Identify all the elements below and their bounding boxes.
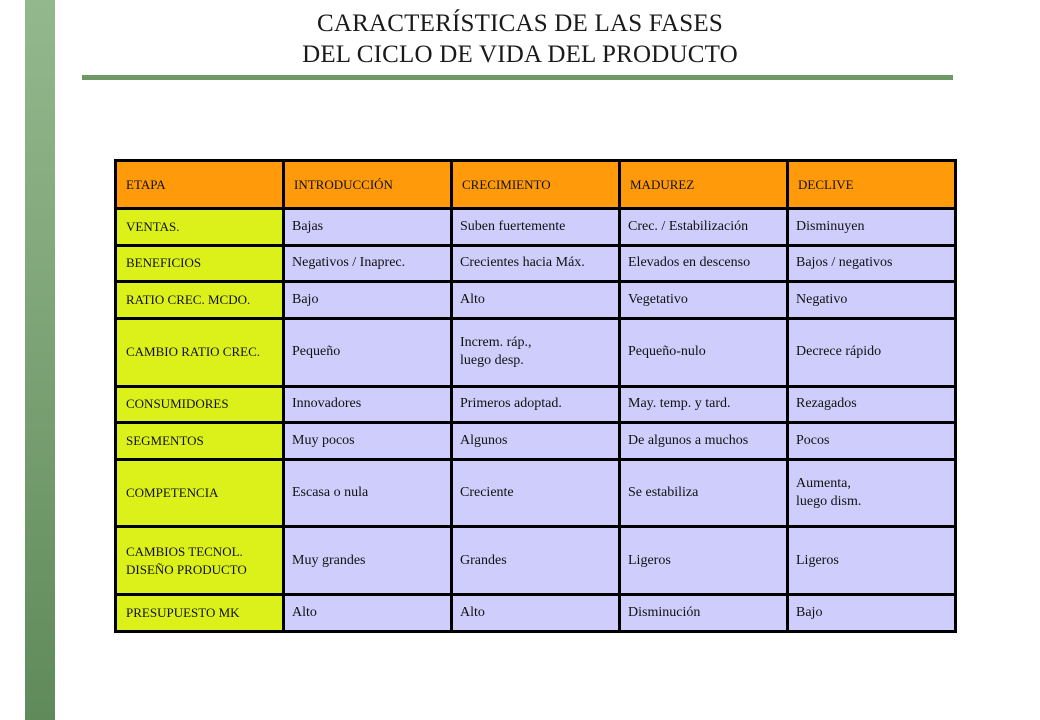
table-cell: Vegetativo xyxy=(620,282,788,319)
title-underline xyxy=(82,75,953,80)
header-cell: CRECIMIENTO xyxy=(452,161,620,209)
table-cell: Creciente xyxy=(452,459,620,527)
header-row xyxy=(116,161,956,209)
table-row xyxy=(116,245,956,282)
table-cell: Ligeros xyxy=(620,527,788,595)
table-cell: Elevados en descenso xyxy=(620,245,788,282)
table-cell: Pequeño-nulo xyxy=(620,318,788,386)
table-row xyxy=(116,318,956,386)
decorative-side-bar xyxy=(25,0,55,720)
title-line-1: CARACTERÍSTICAS DE LAS FASES xyxy=(317,10,723,37)
row-label: VENTAS. xyxy=(116,209,284,246)
header-cell: ETAPA xyxy=(116,161,284,209)
row-label: SEGMENTOS xyxy=(116,423,284,460)
table-cell: Alto xyxy=(452,282,620,319)
page-title xyxy=(240,8,800,70)
header-cell: MADUREZ xyxy=(620,161,788,209)
table-cell: De algunos a muchos xyxy=(620,423,788,460)
table-cell: Bajos / negativos xyxy=(788,245,956,282)
header-cell: DECLIVE xyxy=(788,161,956,209)
table-cell: Pocos xyxy=(788,423,956,460)
table-row xyxy=(116,386,956,423)
table-row xyxy=(116,527,956,595)
table-cell: Primeros adoptad. xyxy=(452,386,620,423)
table-cell: Se estabiliza xyxy=(620,459,788,527)
table-cell: Alto xyxy=(452,595,620,632)
table-cell: Rezagados xyxy=(788,386,956,423)
table-cell: Suben fuertemente xyxy=(452,209,620,246)
table-cell: Escasa o nula xyxy=(284,459,452,527)
table-cell: Negativo xyxy=(788,282,956,319)
table-cell: Aumenta, luego dism. xyxy=(788,459,956,527)
table-cell: Alto xyxy=(284,595,452,632)
table-row xyxy=(116,595,956,632)
table-cell: Crec. / Estabilización xyxy=(620,209,788,246)
table-cell: Algunos xyxy=(452,423,620,460)
table-cell: Ligeros xyxy=(788,527,956,595)
table-cell: Disminuyen xyxy=(788,209,956,246)
row-label: BENEFICIOS xyxy=(116,245,284,282)
table-cell: Muy pocos xyxy=(284,423,452,460)
row-label: CAMBIO RATIO CREC. xyxy=(116,318,284,386)
row-label: COMPETENCIA xyxy=(116,459,284,527)
table-cell: Crecientes hacia Máx. xyxy=(452,245,620,282)
row-label: CONSUMIDORES xyxy=(116,386,284,423)
header-cell: INTRODUCCIÓN xyxy=(284,161,452,209)
table-cell: Bajas xyxy=(284,209,452,246)
table-row xyxy=(116,459,956,527)
title-line-2: DEL CICLO DE VIDA DEL PRODUCTO xyxy=(302,41,738,68)
table-cell: Negativos / Inaprec. xyxy=(284,245,452,282)
table-cell: Innovadores xyxy=(284,386,452,423)
table-cell: Bajo xyxy=(788,595,956,632)
table-row xyxy=(116,282,956,319)
table-cell: Grandes xyxy=(452,527,620,595)
table-cell: Bajo xyxy=(284,282,452,319)
table-cell: Pequeño xyxy=(284,318,452,386)
table-cell: Muy grandes xyxy=(284,527,452,595)
table-cell: Disminución xyxy=(620,595,788,632)
row-label: CAMBIOS TECNOL. DISEÑO PRODUCTO xyxy=(116,527,284,595)
table-row xyxy=(116,209,956,246)
table-cell: Decrece rápido xyxy=(788,318,956,386)
table-cell: May. temp. y tard. xyxy=(620,386,788,423)
row-label: RATIO CREC. MCDO. xyxy=(116,282,284,319)
table-row xyxy=(116,423,956,460)
table-cell: Increm. ráp., luego desp. xyxy=(452,318,620,386)
row-label: PRESUPUESTO MK xyxy=(116,595,284,632)
product-life-cycle-table xyxy=(114,159,957,633)
